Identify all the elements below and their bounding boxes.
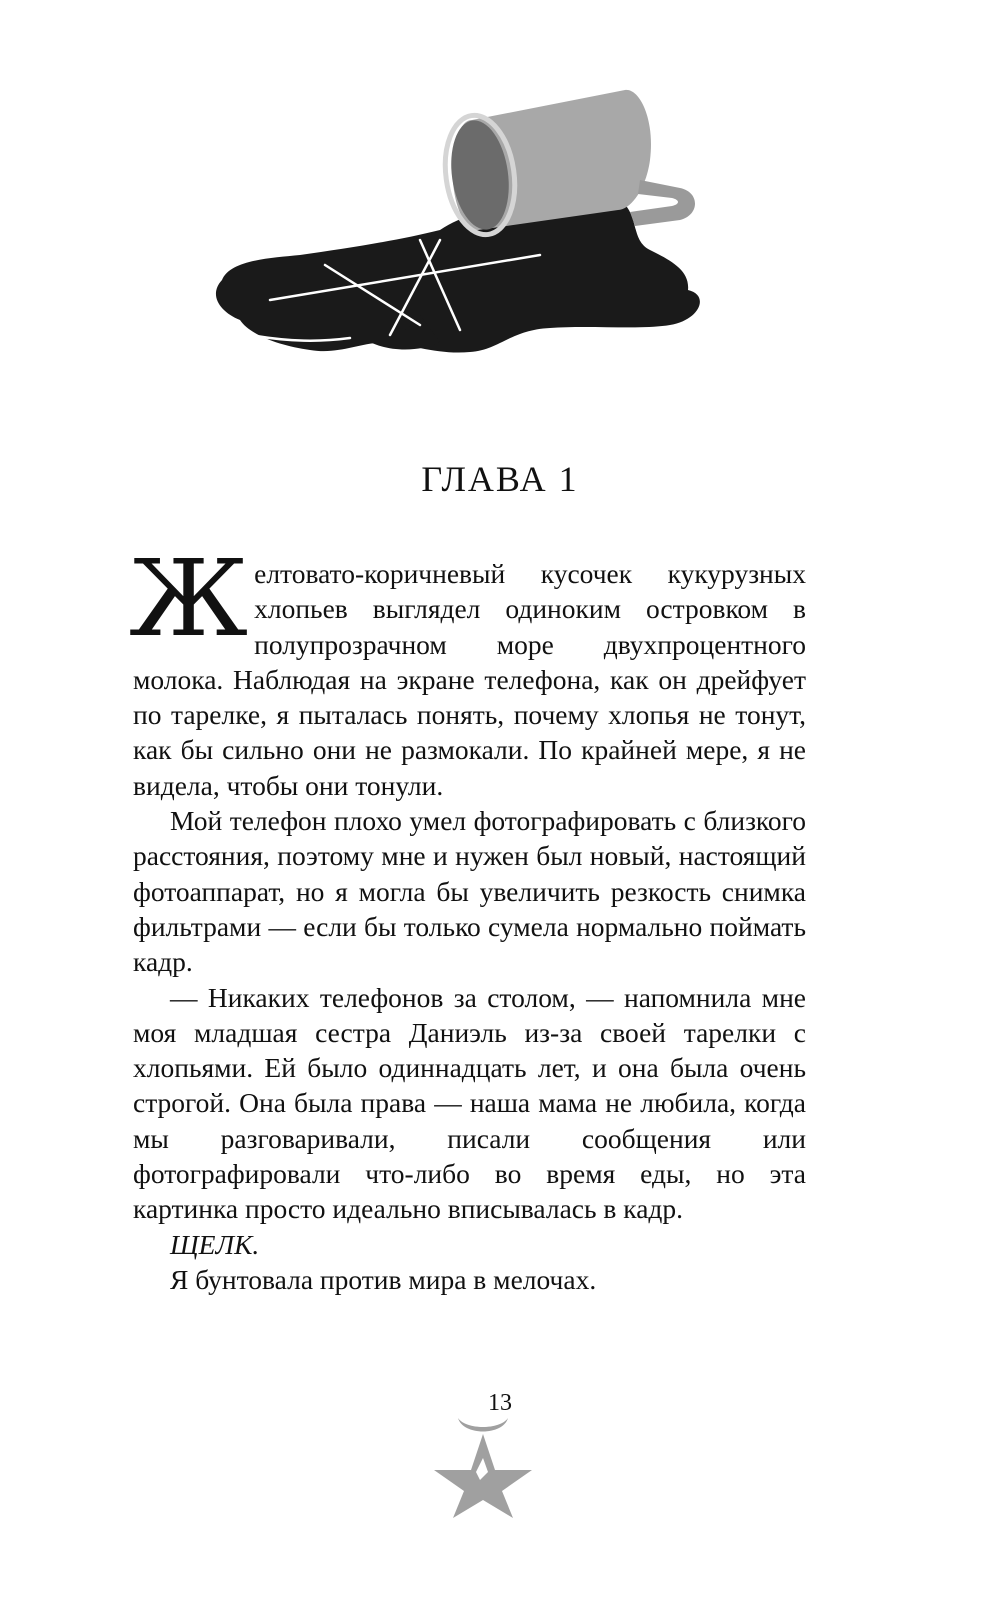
body-text <box>129 537 806 1297</box>
page-number: 13 <box>488 1390 512 1416</box>
paragraph-1 <box>129 537 806 803</box>
drop-cap: Ж <box>129 537 249 660</box>
cup-icon <box>438 90 695 239</box>
paragraph-1-text: елтовато-коричневый кусочек кукурузных хлопьев выглядел одиноким островком в полупрозрачном море двухпроцентного молока. Наблюдая на экране телефона, как он дрейфует по тарелке, я пыталась понять, почему хлопья не тонут, как бы сильно они не размокали. По крайней мере, я не видела, чтобы они тонули. <box>133 558 806 801</box>
paragraph-2: Мой телефон плохо умел фотографировать с близкого расстояния, поэтому мне и нужен был новый, настоящий фотоаппарат, но я могла бы увеличить резкость снимка фильтрами — если бы только сумела нормально поймать кадр. <box>133 805 806 978</box>
spilled-cup-illustration <box>210 80 730 410</box>
chapter-title: ГЛАВА 1 <box>421 459 579 499</box>
paragraph-4: Я бунтовала против мира в мелочах. <box>170 1263 597 1295</box>
paragraph-3: — Никаких телефонов за столом, — напомнила мне моя младшая сестра Даниэль из-за своей тарелки с хлопьями. Ей было одиннадцать лет, и она была очень строгой. Она была права — наша мама не любила, когда мы разговаривали, писали сообщения или фотографировали что-либо во время еды, но эта картинка просто идеально вписывалась в кадр. <box>133 981 806 1225</box>
sound-effect: ЩЕЛК. <box>170 1228 260 1260</box>
moon-pentagram-icon <box>428 1408 538 1520</box>
